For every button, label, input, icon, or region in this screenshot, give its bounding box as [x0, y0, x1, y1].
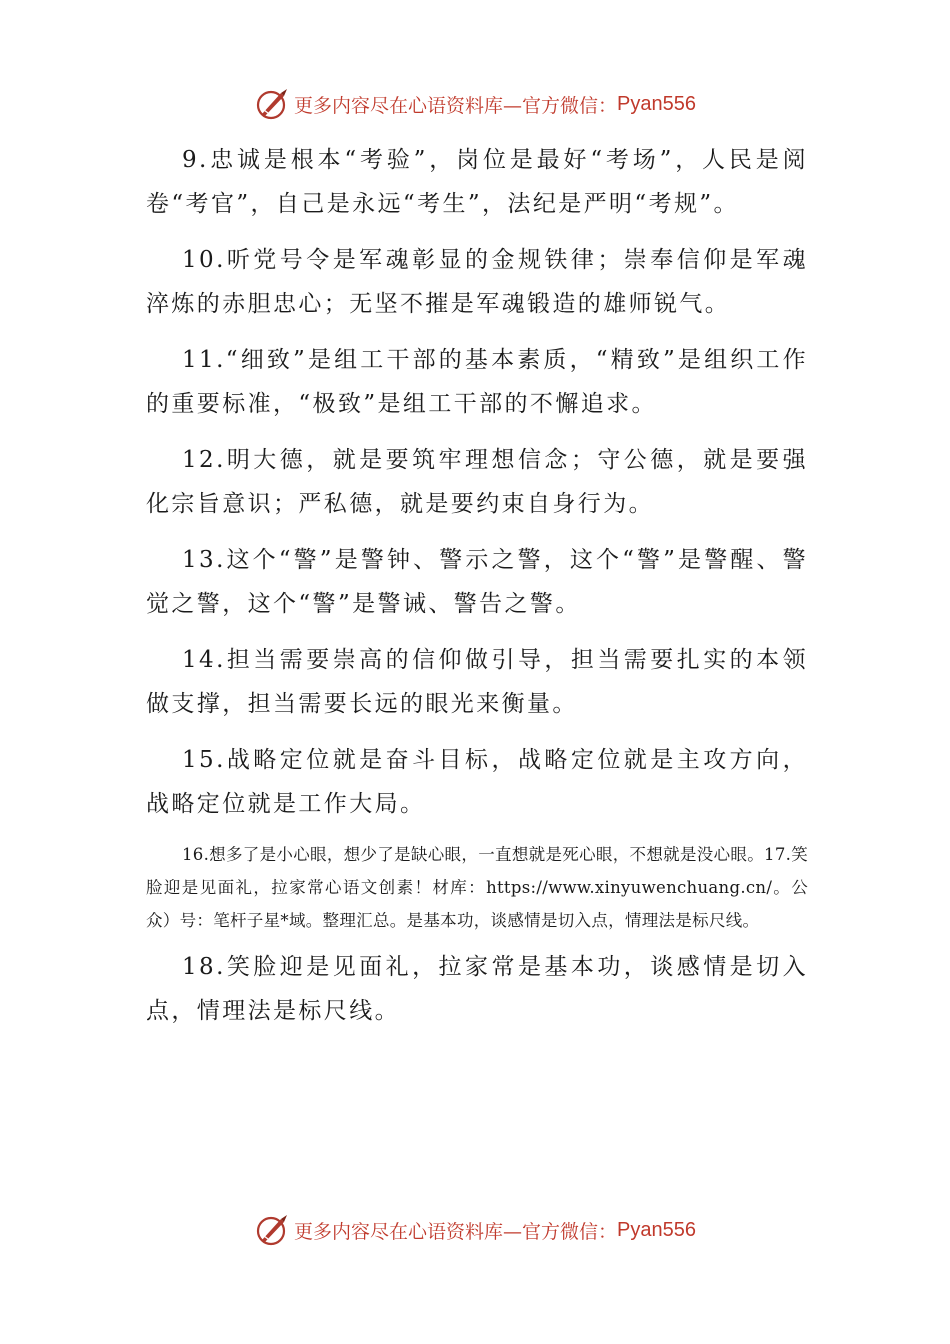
paragraph-12: 12.明大德，就是要筑牢理想信念；守公德，就是要强化宗旨意识；严私德，就是要约束自身行为。 [146, 447, 808, 517]
paragraph-10: 10.听党号令是军魂彰显的金规铁律；崇奉信仰是军魂淬炼的赤胆忠心；无坚不摧是军魂锻造的雄师锐气。 [146, 247, 808, 317]
paragraph-9: 9.忠诚是根本“考验”，岗位是最好“考场”，人民是阅卷“考官”，自己是永远“考生”，法纪是严明“考规”。 [146, 147, 808, 217]
paragraph-16-17: 16.想多了是小心眼，想少了是缺心眼，一直想就是死心眼，不想就是没心眼。17.笑脸迎是见面礼，拉家常心语文创素！材库：https://www.xinyuwenchuang.cn/。公众）号：笔杆子星*域。整理汇总。是基本功，谈感情是切入点，情理法是标尺线。 [146, 845, 808, 930]
paragraph-18: 18.笑脸迎是见面礼，拉家常是基本功，谈感情是切入点，情理法是标尺线。 [146, 954, 808, 1024]
banner-wechat-id: Pyan556 [617, 1218, 696, 1241]
paragraph-14: 14.担当需要崇高的信仰做引导，担当需要扎实的本领做支撑，担当需要长远的眼光来衡量。 [146, 647, 808, 717]
paragraph-13: 13.这个“警”是警钟、警示之警，这个“警”是警醒、警觉之警，这个“警”是警诫、警告之警。 [146, 547, 808, 617]
banner-text [294, 91, 696, 118]
paragraph-11: 11.“细致”是组工干部的基本素质，“精致”是组织工作的重要标准，“极致”是组工干部的不懈追求。 [146, 347, 808, 417]
quill-logo-icon [254, 1212, 290, 1248]
banner-label: 更多内容尽在心语资料库—官方微信： [294, 94, 618, 117]
banner-text [294, 1217, 696, 1244]
quill-logo-icon [254, 86, 290, 122]
banner-wechat-id: Pyan556 [617, 92, 696, 115]
paragraph-15: 15.战略定位就是奋斗目标，战略定位就是主攻方向，战略定位就是工作大局。 [146, 747, 808, 817]
document-body [146, 138, 808, 1045]
header-banner [0, 84, 950, 124]
banner-label: 更多内容尽在心语资料库—官方微信： [294, 1220, 618, 1243]
footer-banner [0, 1210, 950, 1250]
